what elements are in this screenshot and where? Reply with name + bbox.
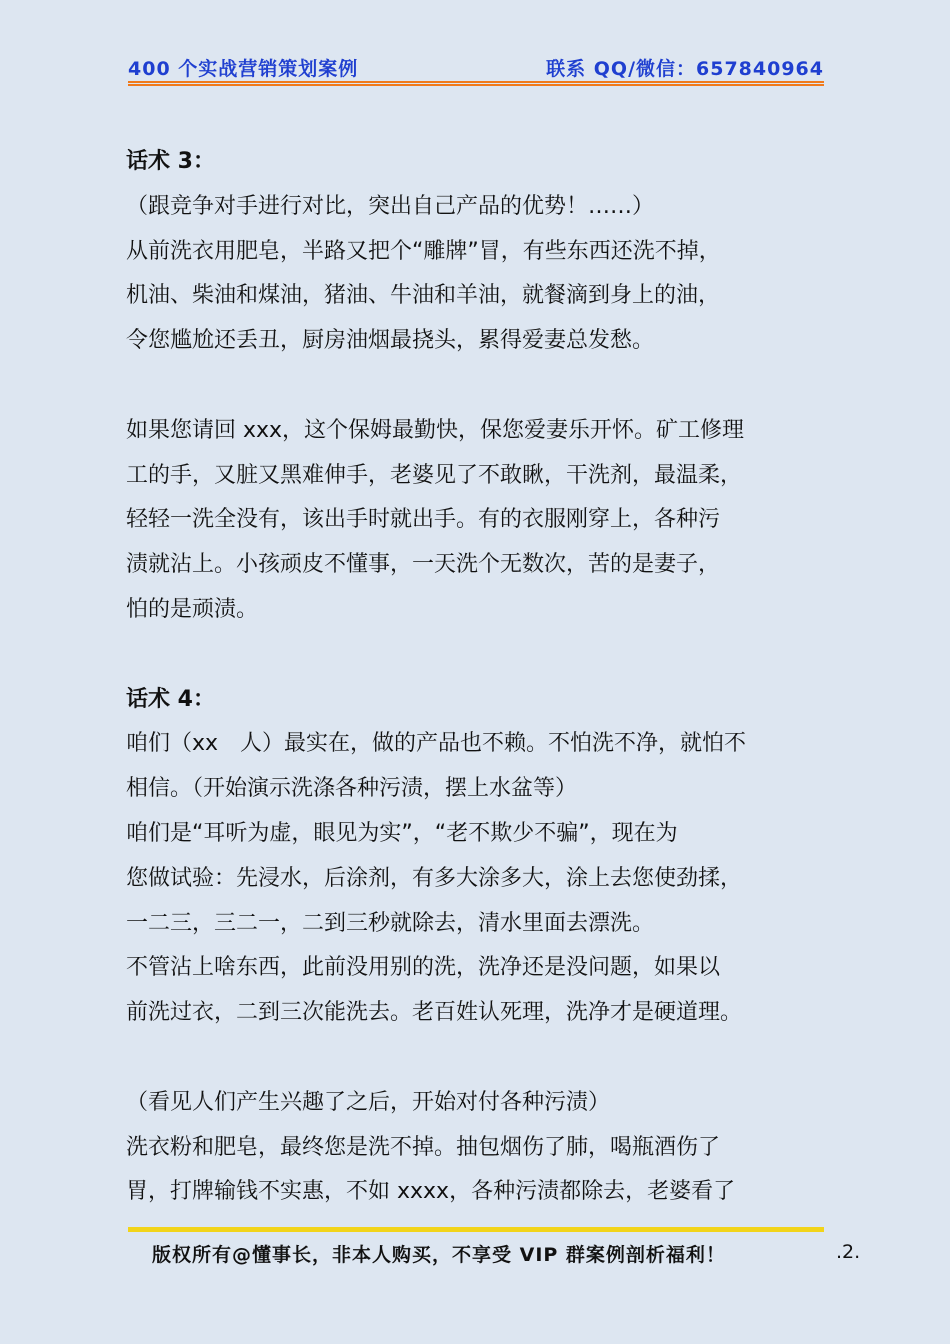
text-line: 洗衣粉和肥皂，最终您是洗不掉。抽包烟伤了肺，喝瓶酒伤了: [126, 1134, 721, 1160]
text-line: （跟竞争对手进行对比，突出自己产品的优势！……）: [126, 193, 655, 219]
text-line: 前洗过衣，二到三次能洗去。老百姓认死理，洗净才是硬道理。: [126, 1000, 743, 1026]
text-line: 不管沾上啥东西，此前没用别的洗，洗净还是没问题，如果以: [126, 955, 721, 981]
text-line: 令您尴尬还丢丑，厨房油烟最挠头，累得爱妻总发愁。: [126, 328, 655, 354]
section-heading: 话术 3：: [126, 149, 215, 174]
page-header: [128, 52, 824, 84]
paragraph-gap: [126, 364, 836, 409]
text-line: 从前洗衣用肥皂，半路又把个“雕牌”冒，有些东西还洗不掉，: [126, 238, 721, 264]
text-line: 如果您请回 xxx，这个保姆最勤快，保您爱妻乐开怀。矿工修理: [126, 417, 745, 443]
header-divider: [128, 81, 824, 86]
text-line: （看见人们产生兴趣了之后，开始对付各种污渍）: [126, 1089, 611, 1115]
document-body: [126, 140, 836, 1215]
text-line: 相信。（开始演示洗涤各种污渍，摆上水盆等）: [126, 776, 578, 802]
text-line: 咱们是“耳听为虚，眼见为实”，“老不欺少不骗”，现在为: [126, 820, 678, 846]
paragraph-gap: [126, 633, 836, 678]
text-line: 一二三，三二一，二到三秒就除去，清水里面去漂洗。: [126, 910, 655, 936]
text-line: 咱们（xx 人）最实在，做的产品也不赖。不怕洗不净，就怕不: [126, 731, 747, 757]
paragraph-gap: [126, 1036, 836, 1081]
text-line: 渍就沾上。小孩顽皮不懂事，一天洗个无数次，苦的是妻子，: [126, 552, 721, 578]
footer-copyright: 版权所有@懂事长，非本人购买，不享受 VIP 群案例剖析福利！: [152, 1244, 726, 1266]
header-contact: 联系 QQ/微信：657840964: [546, 58, 824, 80]
header-title: 400 个实战营销策划案例: [128, 58, 359, 80]
text-line: 工的手，又脏又黑难伸手，老婆见了不敢瞅，干洗剂，最温柔，: [126, 462, 743, 488]
text-line: 机油、柴油和煤油，猪油、牛油和羊油，就餐滴到身上的油，: [126, 283, 721, 309]
footer-divider: [128, 1227, 824, 1232]
section-heading: 话术 4：: [126, 686, 215, 712]
text-line: 怕的是顽渍。: [126, 596, 259, 622]
page-number: .2.: [836, 1241, 861, 1263]
text-line: 您做试验：先浸水，后涂剂，有多大涂多大，涂上去您使劲揉，: [126, 865, 743, 891]
text-line: 轻轻一洗全没有，该出手时就出手。有的衣服刚穿上，各种污: [126, 507, 721, 533]
text-line: 胃，打牌输钱不实惠，不如 xxxx，各种污渍都除去，老婆看了: [126, 1179, 736, 1205]
